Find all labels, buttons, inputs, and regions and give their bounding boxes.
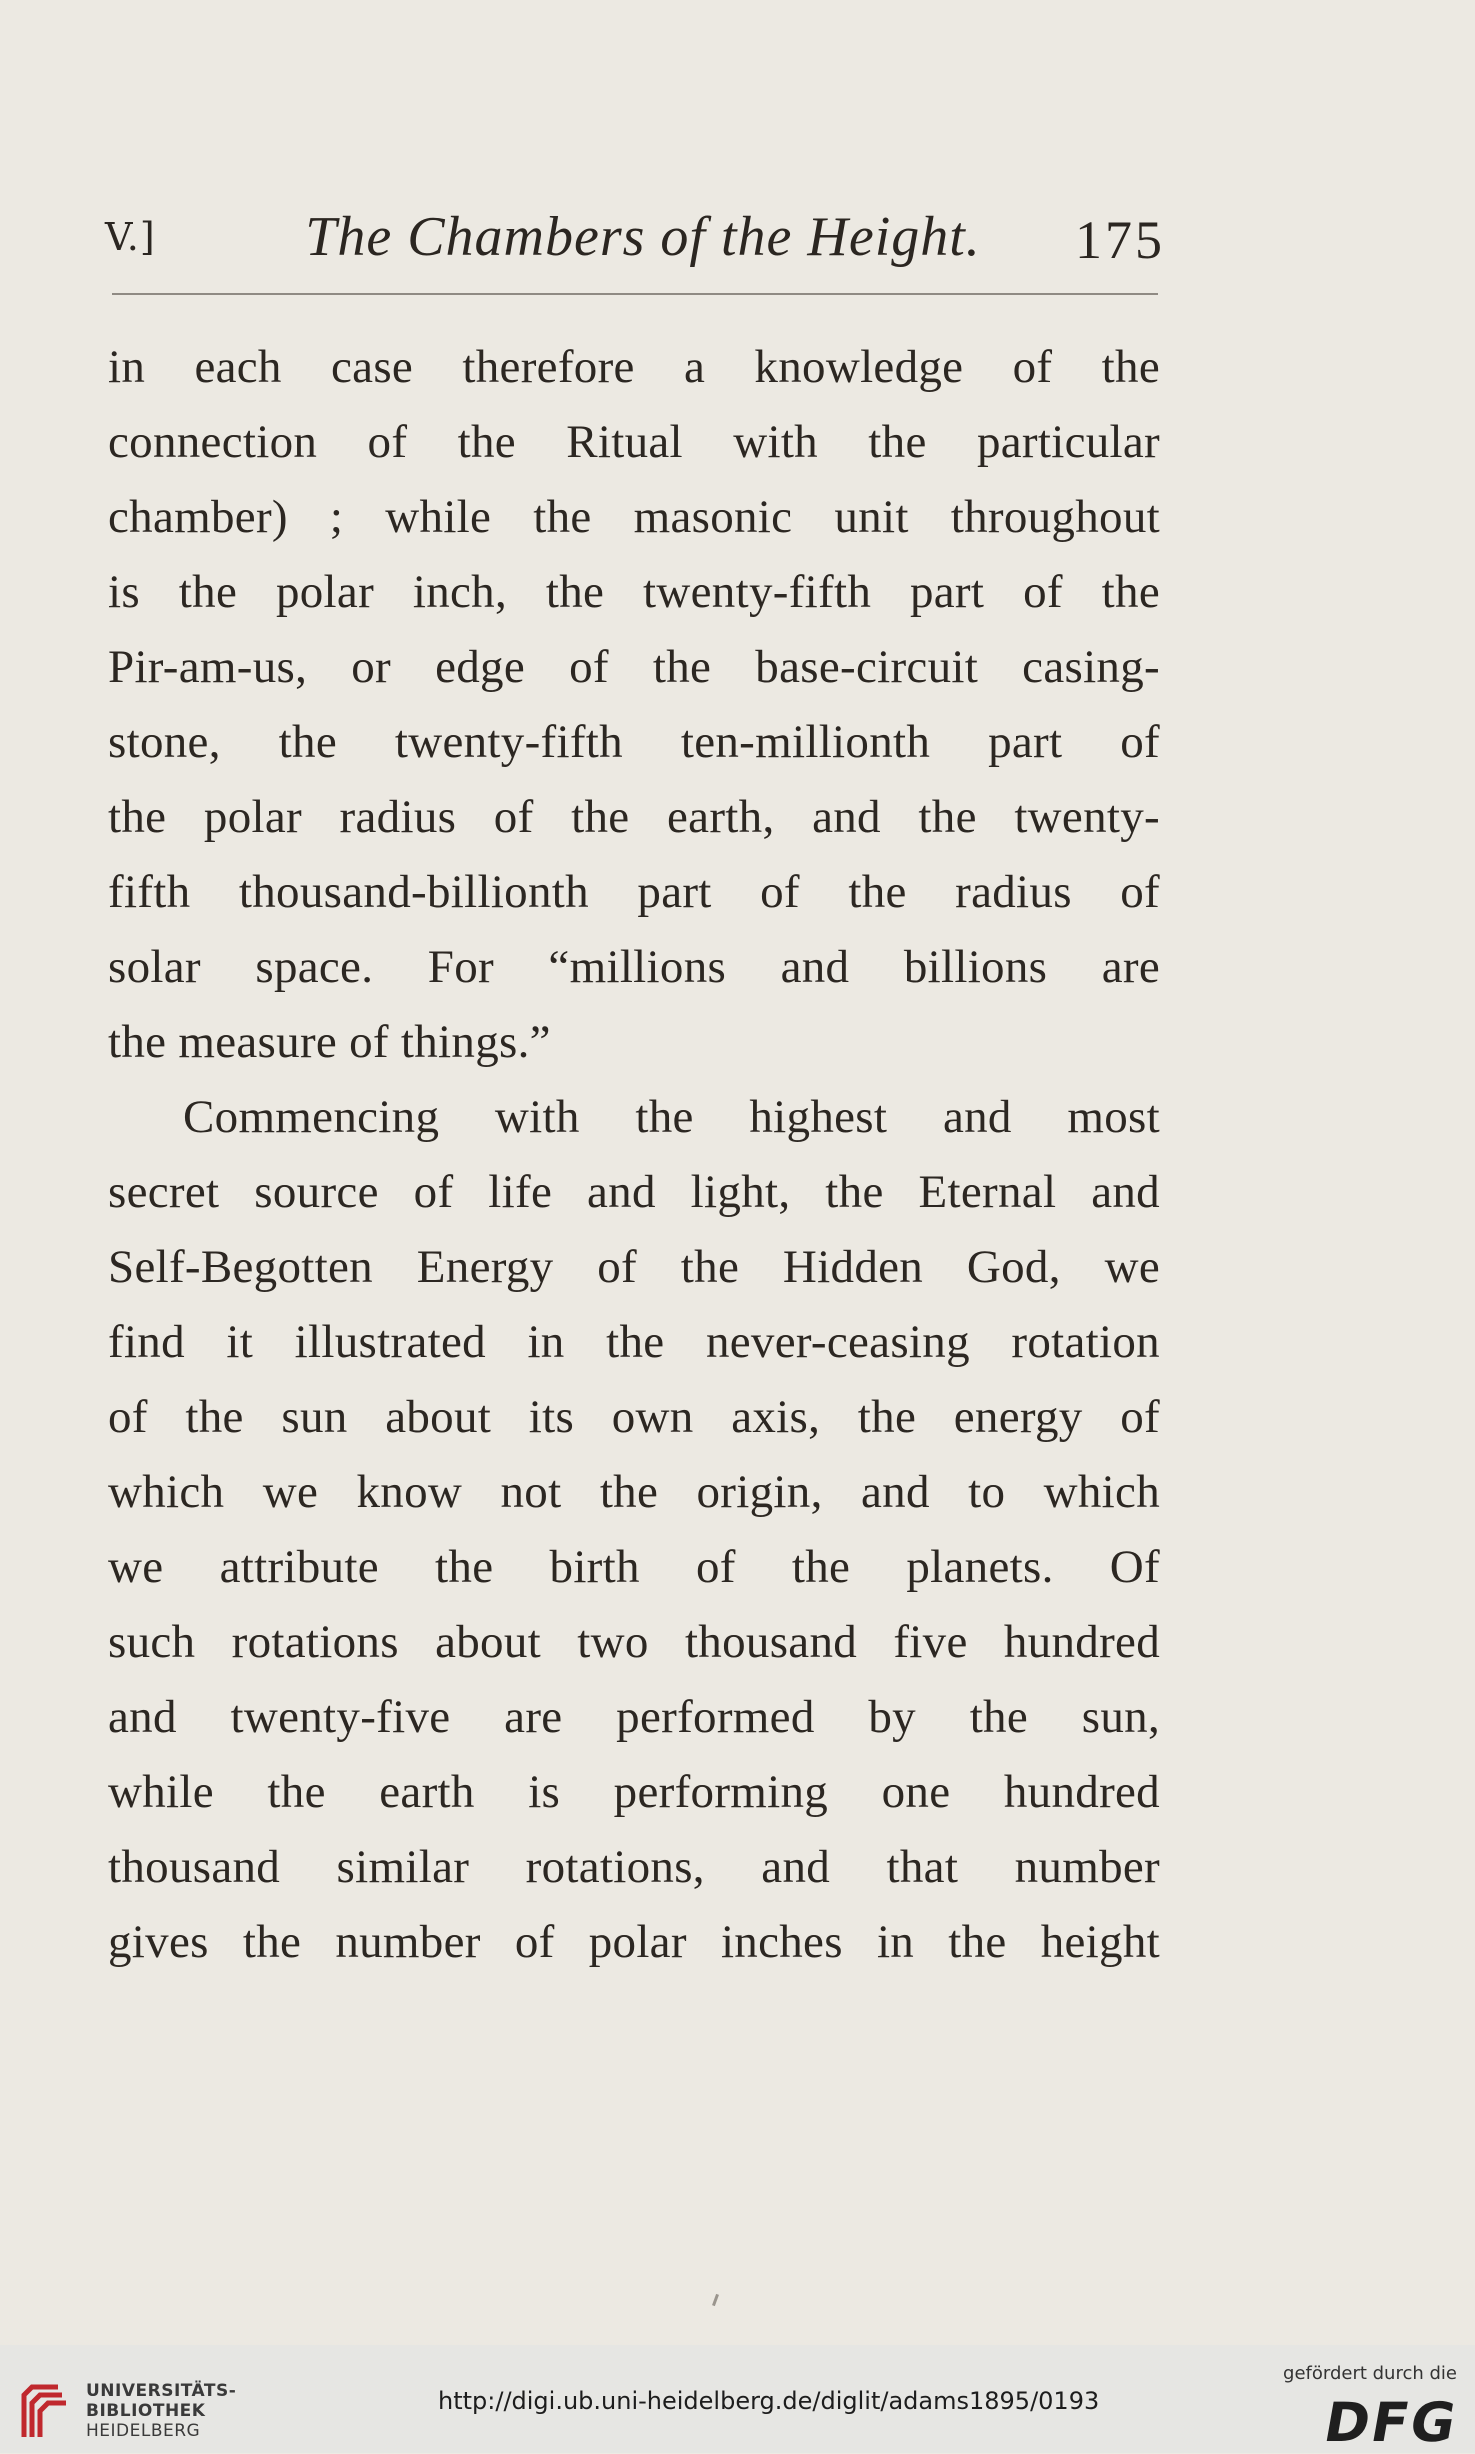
text-line: of the sun about its own axis, the energy of (108, 1391, 1160, 1443)
text-line: is the polar inch, the twenty-fifth part of the (108, 566, 1160, 618)
library-name-line1: UNIVERSITÄTS- (86, 2381, 237, 2401)
funder-note: gefördert durch die (1283, 2363, 1457, 2384)
library-name-line3: HEIDELBERG (86, 2421, 201, 2441)
digitization-footer (0, 2345, 1475, 2453)
text-line: connection of the Ritual with the particular (108, 416, 1160, 468)
body-text (108, 330, 1160, 1980)
running-header (105, 205, 1165, 285)
library-name-line2: BIBLIOTHEK (86, 2401, 206, 2421)
text-line: chamber) ; while the masonic unit throughout (108, 491, 1160, 543)
text-line: the polar radius of the earth, and the twenty- (108, 791, 1160, 843)
running-title: The Chambers of the Height. (305, 206, 981, 268)
permalink-url[interactable]: http://digi.ub.uni-heidelberg.de/diglit/adams1895/0193 (438, 2387, 1100, 2415)
text-line: solar space. For “millions and billions are (108, 941, 1160, 993)
text-line: gives the number of polar inches in the height (108, 1916, 1160, 1968)
text-line: in each case therefore a knowledge of the (108, 341, 1160, 393)
text-line: the measure of things.” (108, 1016, 551, 1068)
university-library-logo-icon (18, 2381, 76, 2441)
text-line: find it illustrated in the never-ceasing rotation (108, 1316, 1160, 1368)
library-name (86, 2381, 236, 2441)
page-number: 175 (1075, 210, 1165, 270)
text-line: while the earth is performing one hundred (108, 1766, 1160, 1818)
text-line: we attribute the birth of the planets. Of (108, 1541, 1160, 1593)
text-line: secret source of life and light, the Eternal and (108, 1166, 1160, 1218)
text-line-paragraph-start: Commencing with the highest and most (183, 1091, 1160, 1143)
header-rule (112, 293, 1158, 295)
text-line: fifth thousand-billionth part of the radius of (108, 866, 1160, 918)
chapter-number: V.] (105, 215, 156, 259)
text-line: which we know not the origin, and to which (108, 1466, 1160, 1518)
text-line: Self-Begotten Energy of the Hidden God, we (108, 1241, 1160, 1293)
text-line: stone, the twenty-fifth ten-millionth part of (108, 716, 1160, 768)
page-speck (712, 2294, 719, 2306)
text-line: such rotations about two thousand five hundred (108, 1616, 1160, 1668)
text-line: thousand similar rotations, and that number (108, 1841, 1160, 1893)
text-line: Pir-am-us, or edge of the base-circuit casing- (108, 641, 1160, 693)
dfg-logo-icon: DFG (1319, 2391, 1463, 2454)
text-line: and twenty-five are performed by the sun, (108, 1691, 1160, 1743)
